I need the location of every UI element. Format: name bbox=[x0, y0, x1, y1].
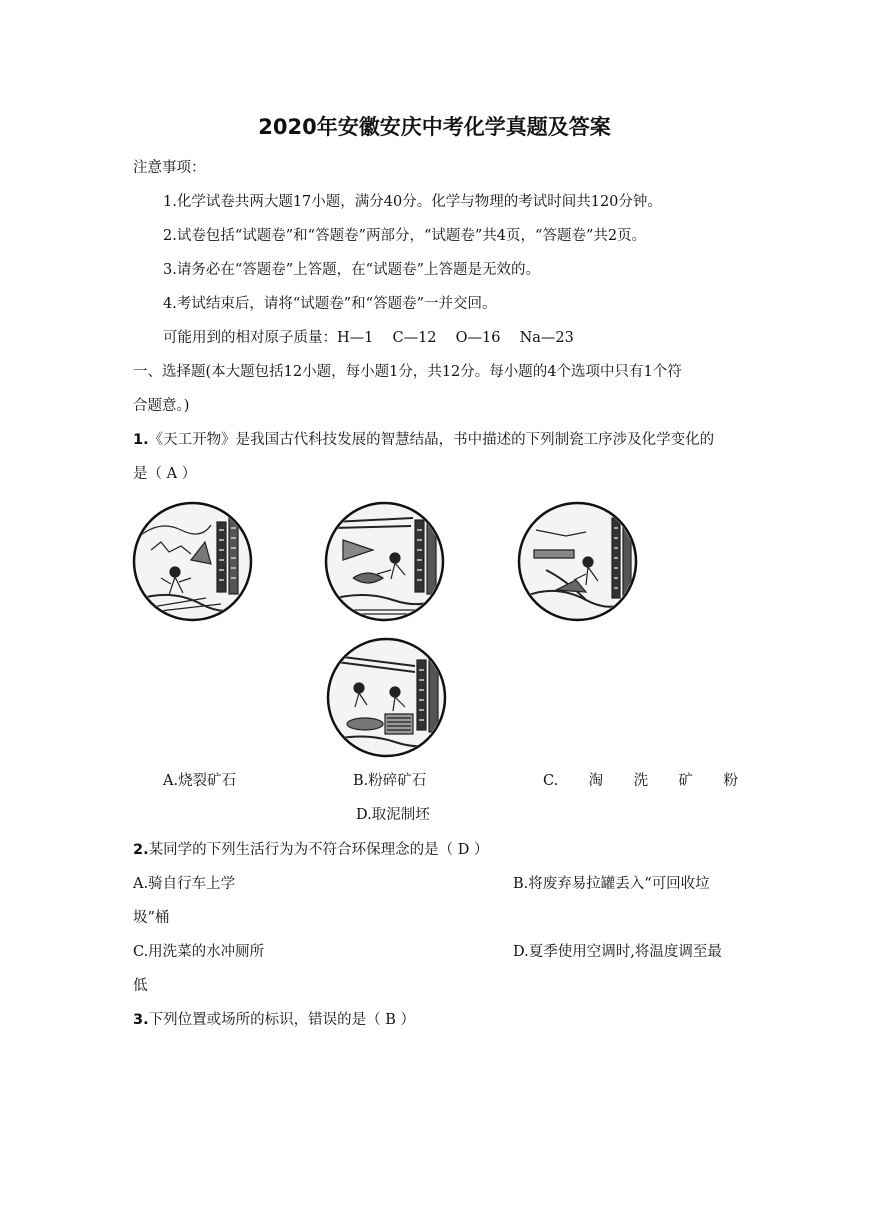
q1-option-c-char: 淘 bbox=[588, 773, 604, 789]
q3-stem-text: 下列位置或场所的标识，错误的是（ B ） bbox=[148, 1012, 415, 1028]
notice-item-3: 3.请务必在“答题卷”上答题，在“试题卷”上答题是无效的。 bbox=[163, 262, 540, 278]
illustration-b-image bbox=[323, 500, 446, 623]
q1-option-c bbox=[543, 771, 738, 791]
illustration-a-image bbox=[131, 500, 254, 623]
q3-number: 3. bbox=[133, 1012, 149, 1028]
notice-item-1: 1.化学试卷共两大题17小题，满分40分。化学与物理的考试时间共120分钟。 bbox=[163, 194, 662, 210]
q1-number: 1. bbox=[133, 432, 149, 448]
notice-item-2: 2.试卷包括“试题卷”和“答题卷”两部分，“试题卷”共4页，“答题卷”共2页。 bbox=[163, 228, 647, 244]
q2-option-a: A.骑自行车上学 bbox=[133, 876, 236, 892]
q2-option-d-cont: 低 bbox=[133, 978, 148, 994]
notice-item-4: 4.考试结束后，请将“试题卷”和“答题卷”一并交回。 bbox=[163, 296, 497, 312]
q2-stem bbox=[133, 840, 488, 860]
q2-stem-text: 某同学的下列生活行为为不符合环保理念的是（ D ） bbox=[148, 842, 489, 858]
q2-option-b: B.将废弃易拉罐丢入“可回收垃 bbox=[513, 876, 710, 892]
section1-heading-cont: 合题意。) bbox=[133, 398, 190, 414]
atomic-mass-line: 可能用到的相对原子质量：H—1 C—12 O—16 Na—23 bbox=[163, 330, 574, 346]
q2-option-d: D.夏季使用空调时,将温度调至最 bbox=[513, 944, 722, 960]
q1-option-c-char: 粉 bbox=[723, 773, 738, 789]
q2-option-c: C.用洗菜的水冲厕所 bbox=[133, 944, 265, 960]
illustration-d-image bbox=[325, 636, 448, 759]
q1-option-c-char: C. bbox=[543, 773, 559, 789]
q1-stem bbox=[133, 430, 714, 450]
q1-option-b: B.粉碎矿石 bbox=[353, 773, 427, 789]
q1-option-d: D.取泥制坯 bbox=[356, 807, 430, 823]
q2-number: 2. bbox=[133, 842, 149, 858]
q1-option-c-char: 洗 bbox=[633, 773, 649, 789]
q1-option-a: A.烧裂矿石 bbox=[163, 773, 237, 789]
q1-stem-text: 《天工开物》是我国古代科技发展的智慧结晶，书中描述的下列制瓷工序涉及化学变化的 bbox=[148, 432, 715, 448]
page-title: 2020年安徽安庆中考化学真题及答案 bbox=[258, 115, 611, 139]
q2-option-b-cont: 圾”桶 bbox=[133, 910, 170, 926]
notice-heading: 注意事项： bbox=[133, 160, 206, 176]
q1-stem-cont: 是（ A ） bbox=[133, 466, 197, 482]
q1-option-c-char: 矿 bbox=[678, 773, 694, 789]
illustration-c-image bbox=[516, 500, 639, 623]
section1-heading: 一、选择题(本大题包括12小题，每小题1分，共12分。每小题的4个选项中只有1个符 bbox=[133, 364, 682, 380]
q3-stem bbox=[133, 1010, 415, 1030]
